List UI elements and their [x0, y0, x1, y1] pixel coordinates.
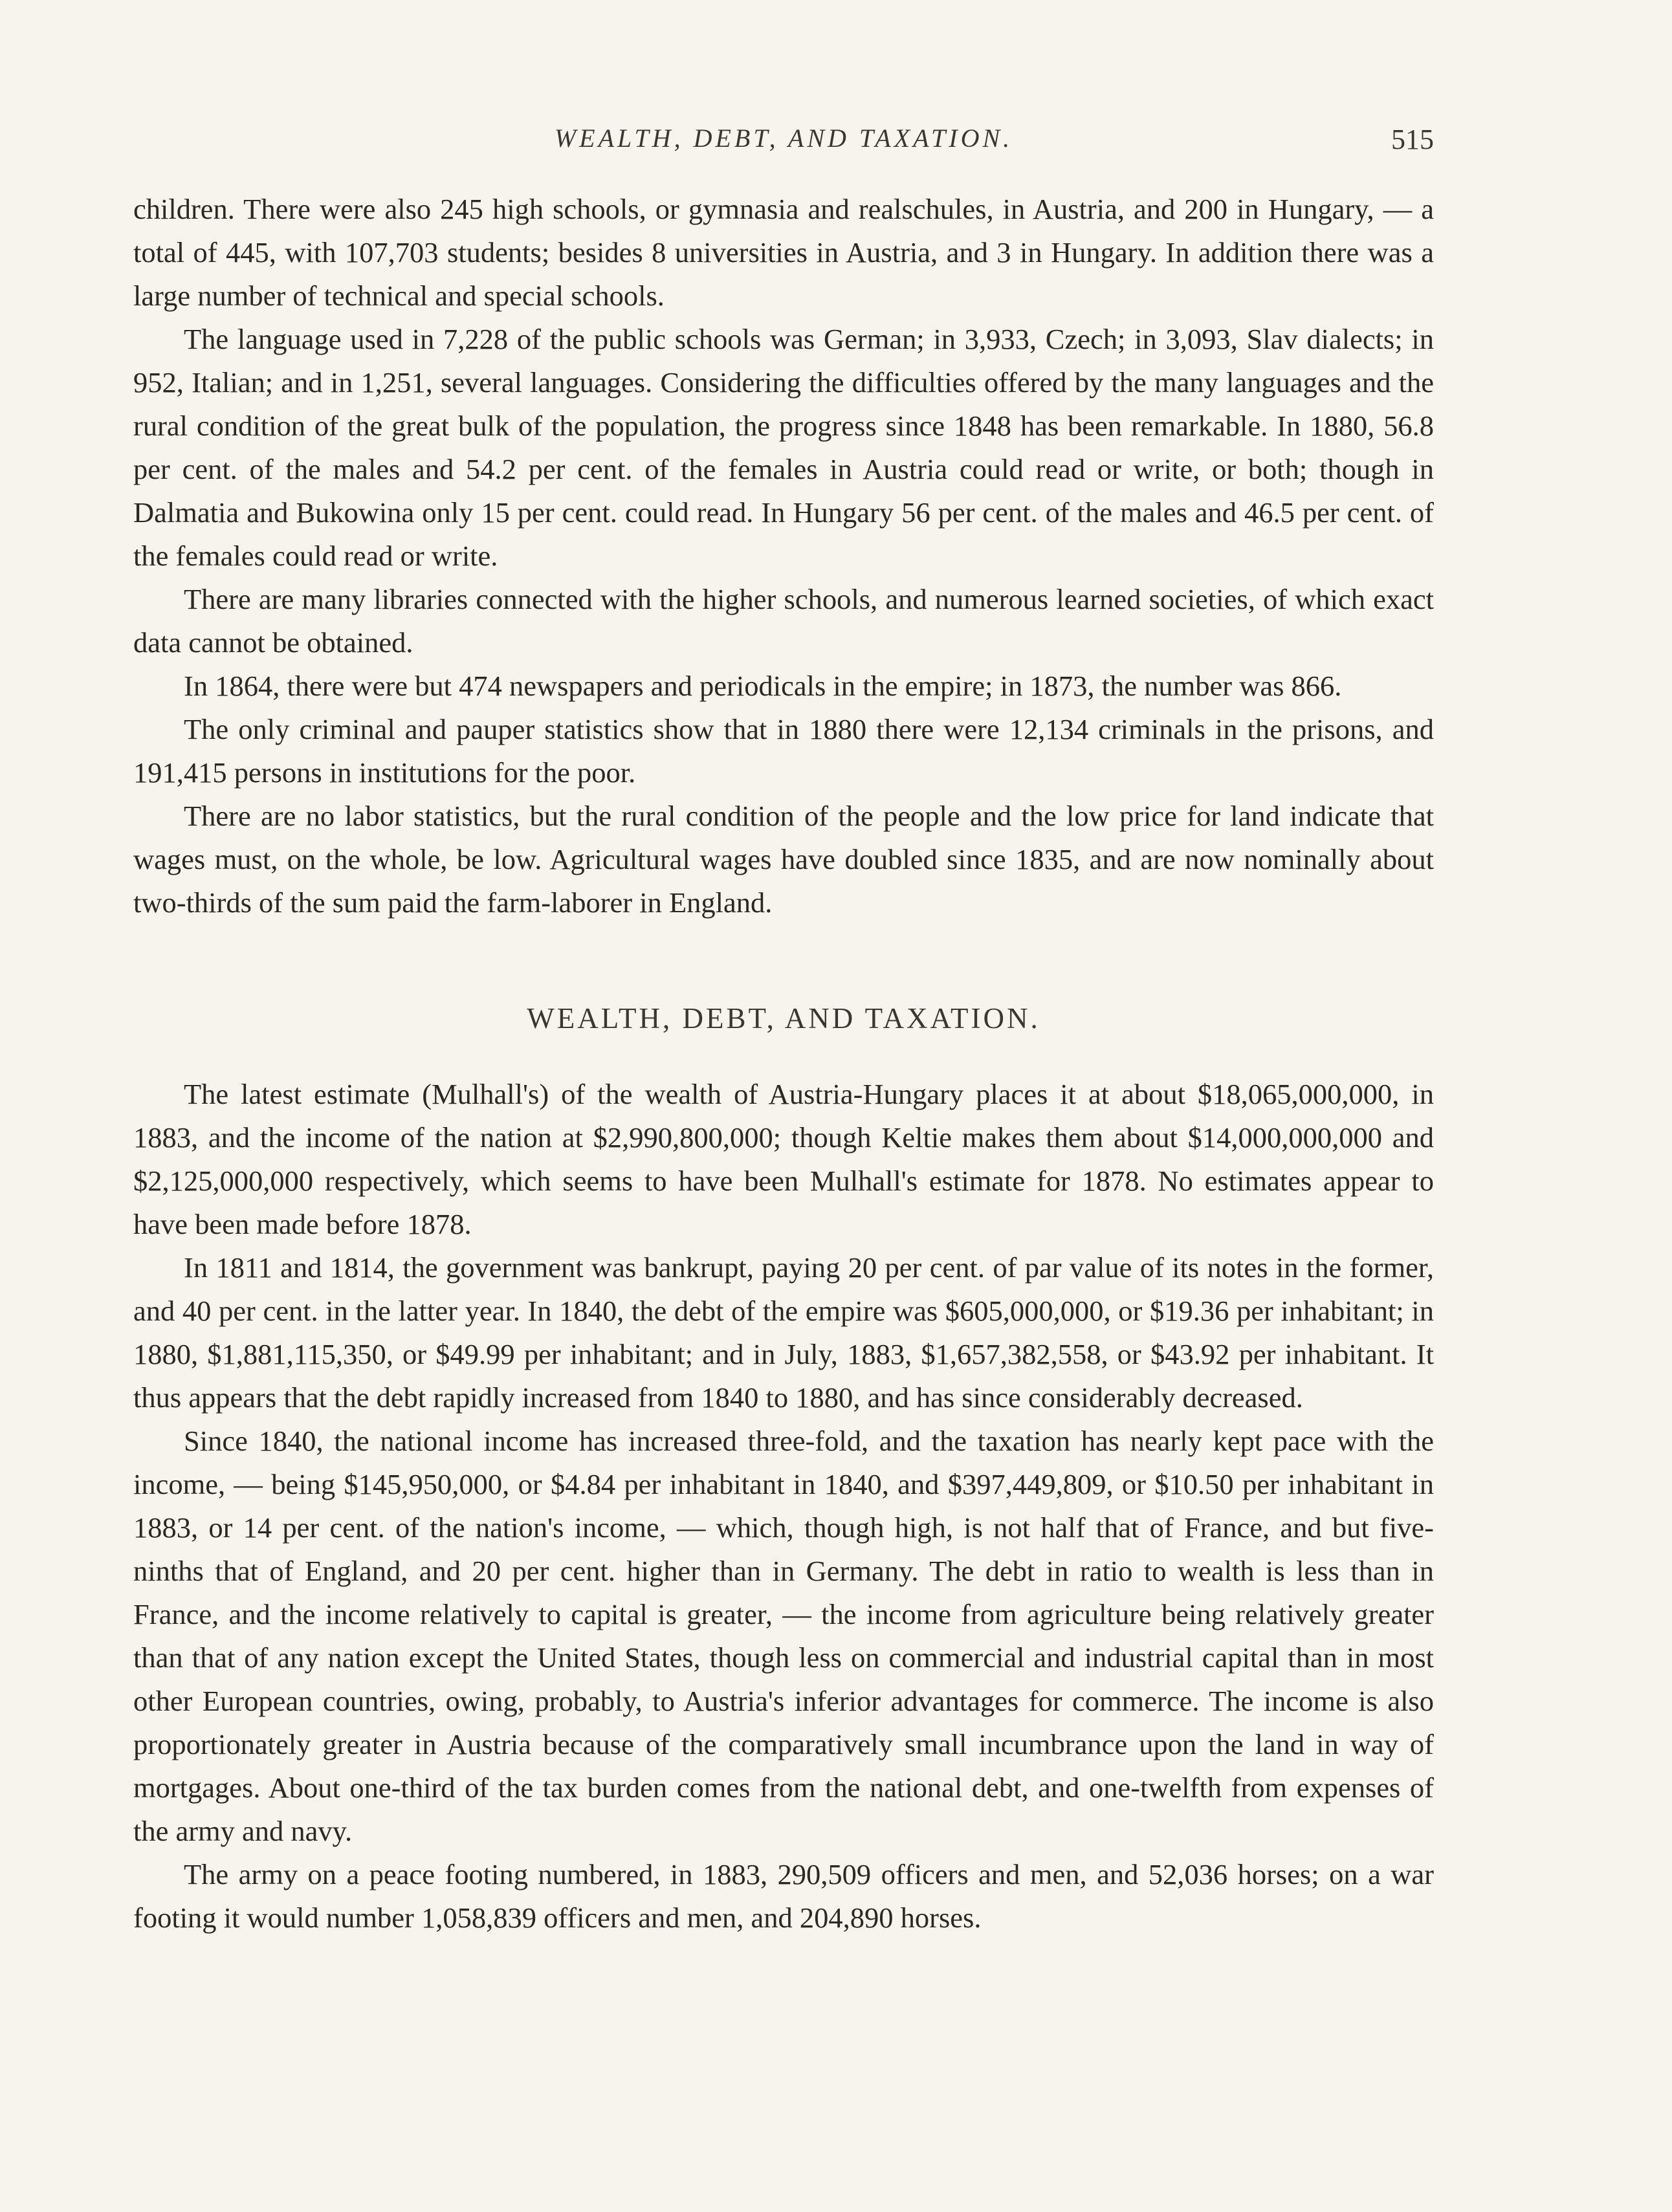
- section-heading: WEALTH, DEBT, AND TAXATION.: [527, 1002, 1040, 1035]
- paragraph: There are many libraries connected with the higher schools, and numerous learned societies, of which exact data cannot be obtained.: [133, 583, 1434, 659]
- paragraph: The language used in 7,228 of the public schools was German; in 3,933, Czech; in 3,093, Slav dialects; in 952, Italian; and in 1,251, several languages. Considering the difficulties offered by the many languages and the rural condition of the great bulk of the population, the progress since 1848 has been remarkable. In 1880, 56.8 per cent. of the males and 54.2 per cent. of the females in Austria could read or write, or both; though in Dalmatia and Bukowina only 15 per cent. could read. In Hungary 56 per cent. of the males and 46.5 per cent. of the females could read or write.: [133, 323, 1434, 572]
- paragraph: In 1864, there were but 474 newspapers and periodicals in the empire; in 1873, the number was 866.: [184, 670, 1342, 702]
- paragraph: In 1811 and 1814, the government was bankrupt, paying 20 per cent. of par value of its notes in the former, and 40 per cent. in the latter year. In 1840, the debt of the empire was $605,000,000, or $19.36 per inhabitant; in 1880, $1,881,115,350, or $49.99 per inhabitant; and in July, 1883, $1,657,382,558, or $43.92 per inhabitant. It thus appears that the debt rapidly increased from 1840 to 1880, and has since considerably decreased.: [133, 1251, 1434, 1414]
- body-text: [133, 188, 1434, 1940]
- paragraph: Since 1840, the national income has increased three-fold, and the taxation has nearly kept pace with the income, — being $145,950,000, or $4.84 per inhabitant in 1840, and $397,449,809, or $10.50 per inhabitant in 1883, or 14 per cent. of the nation's income, — which, though high, is not half that of France, and but five-ninths that of England, and 20 per cent. higher than in Germany. The debt in ratio to wealth is less than in France, and the income relatively to capital is greater, — the income from agriculture being relatively greater than that of any nation except the United States, though less on commercial and industrial capital than in most other European countries, owing, probably, to Austria's inferior advantages for commerce. The income is also proportionately greater in Austria because of the comparatively small incumbrance upon the land in way of mortgages. About one-third of the tax burden comes from the national debt, and one-twelfth from expenses of the army and navy.: [133, 1425, 1434, 1847]
- running-title: WEALTH, DEBT, AND TAXATION.: [554, 124, 1013, 153]
- running-head: [133, 123, 1434, 162]
- paragraph: The latest estimate (Mulhall's) of the wealth of Austria-Hungary places it at about $18,065,000,000, in 1883, and the income of the nation at $2,990,800,000; though Keltie makes them about $14,000,000,000 and $2,125,000,000 respectively, which seems to have been Mulhall's estimate for 1878. No estimates appear to have been made before 1878.: [133, 1078, 1434, 1240]
- paragraph: The only criminal and pauper statistics show that in 1880 there were 12,134 criminals in the prisons, and 191,415 persons in institutions for the poor.: [133, 713, 1434, 789]
- paragraph: children. There were also 245 high schools, or gymnasia and realschules, in Austria, and 200 in Hungary, — a total of 445, with 107,703 students; besides 8 universities in Austria, and 3 in Hungary. In addition there was a large number of technical and special schools.: [133, 193, 1434, 312]
- paragraph: The army on a peace footing numbered, in 1883, 290,509 officers and men, and 52,036 horses; on a war footing it would number 1,058,839 officers and men, and 204,890 horses.: [133, 1858, 1434, 1934]
- paragraph: There are no labor statistics, but the rural condition of the people and the low price for land indicate that wages must, on the whole, be low. Agricultural wages have doubled since 1835, and are now nominally about two-thirds of the sum paid the farm-laborer in England.: [133, 800, 1434, 919]
- page-number: 515: [1391, 124, 1434, 155]
